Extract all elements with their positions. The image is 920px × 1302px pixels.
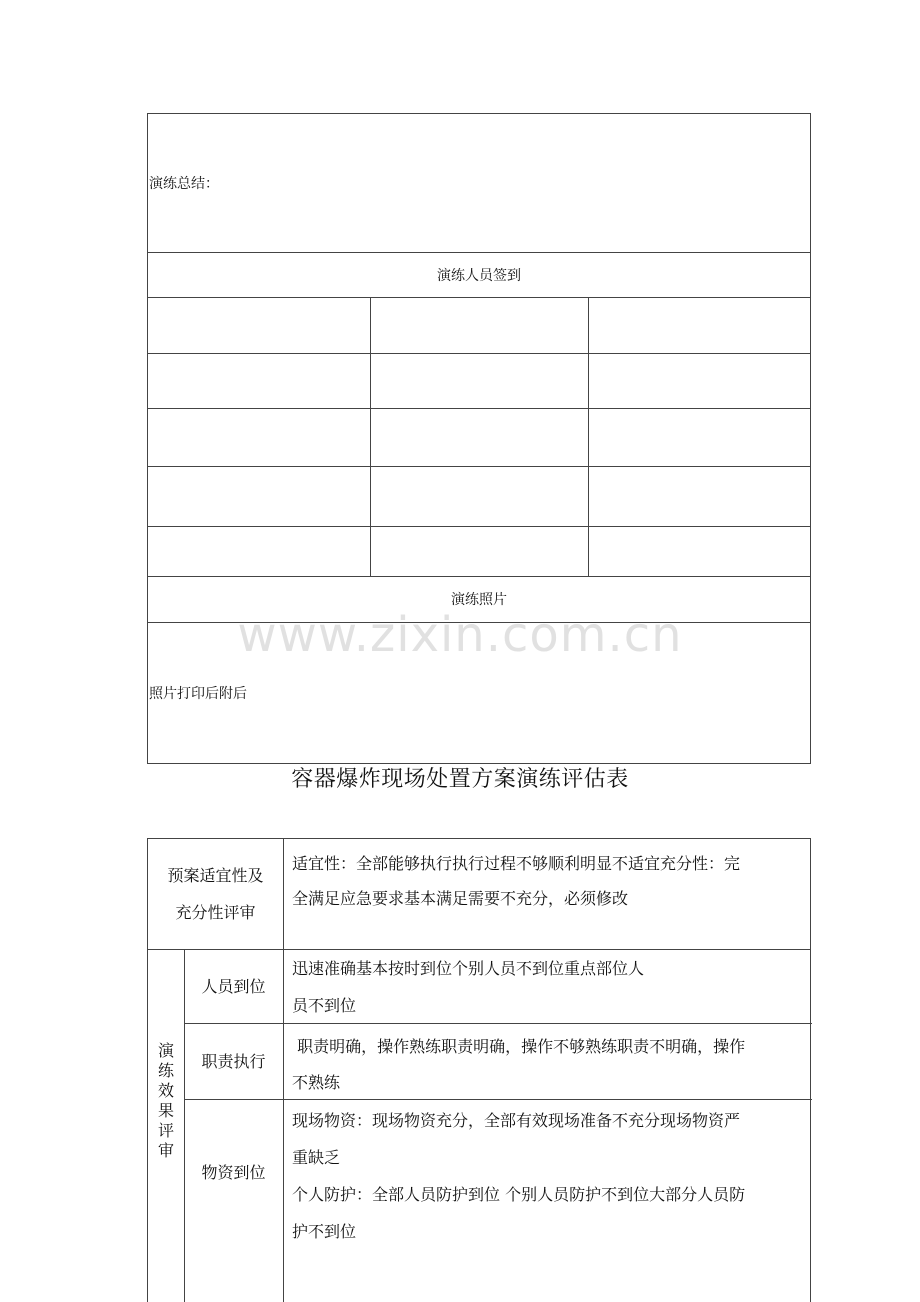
signin-header: 演练人员签到 — [437, 268, 521, 284]
duty-content-line2: 不熟练 — [292, 1073, 341, 1092]
supplies-label: 物资到位 — [201, 1163, 266, 1182]
drill-record-table — [147, 113, 811, 764]
effect-review-label: 演练效果评审 — [157, 1041, 174, 1160]
label-column-divider — [283, 839, 284, 1302]
divider — [148, 949, 810, 950]
suitability-label-line2: 充分性评审 — [175, 903, 256, 922]
duty-label: 职责执行 — [201, 1052, 266, 1071]
photo-note: 照片打印后附后 — [149, 686, 247, 702]
personnel-label: 人员到位 — [201, 977, 266, 996]
divider — [148, 297, 810, 298]
divider — [148, 408, 810, 409]
evaluation-table — [147, 838, 811, 1302]
divider — [184, 1099, 812, 1100]
divider — [148, 622, 810, 623]
suitability-label-line1: 预案适宜性及 — [167, 866, 264, 885]
divider — [148, 466, 810, 467]
supplies-content-line4: 护不到位 — [292, 1222, 357, 1241]
suitability-content-line2: 全满足应急要求基本满足需要不充分，必须修改 — [292, 889, 629, 908]
supplies-content-line1: 现场物资：现场物资充分，全部有效现场准备不充分现场物资严 — [292, 1111, 741, 1130]
summary-label: 演练总结： — [149, 176, 219, 192]
suitability-content-line1: 适宜性：全部能够执行执行过程不够顺利明显不适宜充分性：完 — [292, 854, 741, 873]
group-column-divider — [184, 949, 185, 1302]
divider — [148, 353, 810, 354]
personnel-content-line2: 员不到位 — [292, 996, 357, 1015]
photo-header: 演练照片 — [451, 592, 507, 608]
signin-column-divider — [588, 297, 589, 576]
signin-column-divider — [370, 297, 371, 576]
divider — [148, 576, 810, 577]
watermark: www.zixin.com.cn — [237, 607, 683, 663]
divider — [148, 526, 810, 527]
supplies-content-line2: 重缺乏 — [292, 1148, 341, 1167]
divider — [148, 252, 810, 253]
form-title: 容器爆炸现场处置方案演练评估表 — [291, 767, 629, 792]
supplies-content-line3: 个人防护：全部人员防护到位 个别人员防护不到位大部分人员防 — [292, 1185, 746, 1204]
duty-content-line1: 职责明确，操作熟练职责明确，操作不够熟练职责不明确，操作 — [292, 1037, 746, 1056]
divider — [184, 1023, 812, 1024]
personnel-content-line1: 迅速准确基本按时到位个别人员不到位重点部位人 — [292, 959, 645, 978]
